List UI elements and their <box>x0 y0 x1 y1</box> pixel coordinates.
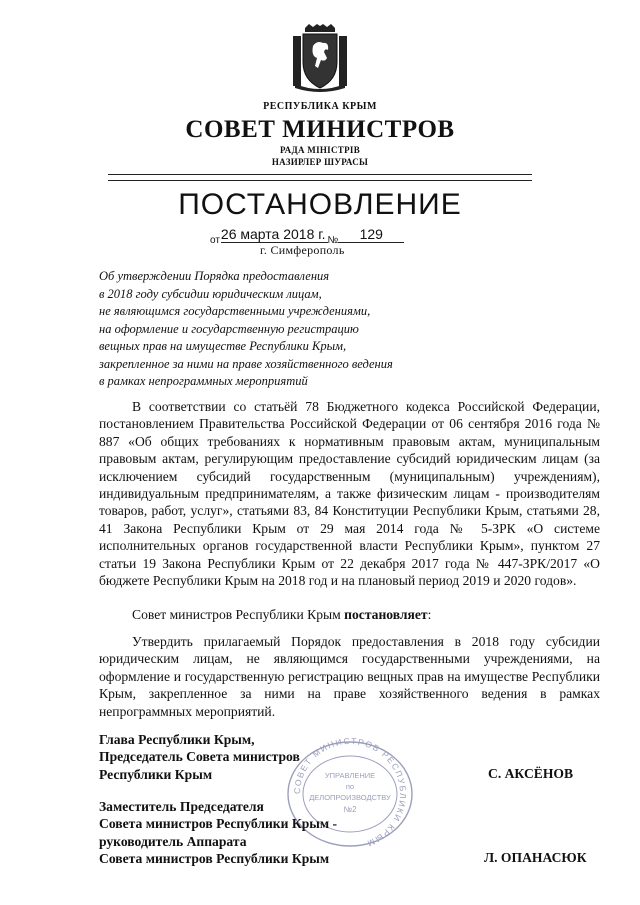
subject-line: на оформление и государственную регистрацию <box>99 321 359 336</box>
signature-title-line: Республики Крым <box>99 766 213 782</box>
signature-title-line: Совета министров Республики Крым <box>99 851 330 867</box>
council-name: СОВЕТ МИНИСТРОВ <box>185 116 455 143</box>
subject-line: не являющимся государственными учреждениями, <box>99 304 371 318</box>
crimea-coat-of-arms-icon <box>291 24 349 92</box>
subject-line: в 2018 году субсидии юридическим лицам, <box>99 286 322 301</box>
stamp-line-4: №2 <box>343 805 357 814</box>
date-prefix: от <box>210 235 220 246</box>
council-name-crimean-tatar: НАЗИРЛЕР ШУРАСЫ <box>271 157 369 167</box>
signature-title-head <box>99 731 300 783</box>
resolves-suffix: : <box>427 607 432 622</box>
document-type: ПОСТАНОВЛЕНИЕ <box>178 188 462 221</box>
council-name-ukrainian: РАДА МІНІСТРІВ <box>280 145 360 155</box>
number-label: № <box>327 235 339 246</box>
subject-line: в рамках непрограммных мероприятий <box>99 374 308 388</box>
stamp-line-1: УПРАВЛЕНИЕ <box>324 771 376 780</box>
signatory-name-deputy: Л. ОПАНАСЮК <box>484 850 587 865</box>
republic-name: РЕСПУБЛИКА КРЫМ <box>263 101 377 112</box>
resolves-keyword: постановляет <box>344 607 428 622</box>
signature-title-deputy <box>99 798 337 868</box>
document-city: г. Симферополь <box>260 243 345 257</box>
document-number: 129 <box>338 226 404 243</box>
resolves-prefix: Совет министров Республики Крым <box>132 607 345 622</box>
stamp-line-3: ДЕЛОПРОИЗВОДСТВУ <box>309 793 391 802</box>
signature-title-line: Совета министров Республики Крым - <box>99 816 338 832</box>
subject-line: Об утверждении Порядка предоставления <box>99 269 330 283</box>
subject-line: вещных прав на имуществе Республики Крым, <box>99 339 347 353</box>
signature-title-line: Председатель Совета министров <box>99 749 300 765</box>
header-divider-thin <box>108 180 532 181</box>
signature-title-line: Заместитель Председателя <box>99 799 264 814</box>
document-subject <box>99 268 519 391</box>
body-paragraph-approve: Утвердить прилагаемый Порядок предоставления в 2018 году субсидии юридическим лицам, не являющимся государственными учреждениями, на оформление и государственную регистрацию вещных прав на имуществе Республики Крым, закрепленное за ними на праве хозяйственного ведения в рамках непрограммных мероприятий. <box>99 634 600 719</box>
document-date: 26 марта 2018 г. <box>220 226 326 242</box>
body-paragraph-resolves <box>99 606 600 623</box>
body-paragraph-legal-basis: В соответствии со статьёй 78 Бюджетного кодекса Российской Федерации, постановлением Правительства Российской Федерации от 06 сентября 2016 года № 887 «Об общих требованиях к нормативным правовым актам, муниципальным правовым актам, регулирующим предоставление субсидий юридическим лицам (за исключением субсидий государственным (муниципальным) учреждениям), индивидуальным предпринимателям, а также физическим лицам - производителям товаров, работ, услуг», статьями 83, 84 Конституции Республики Крым, статьями 28, 41 Закона Республики Крым от 29 мая 2014 года № 5-ЗРК «О системе исполнительных органов государственной власти Республики Крым», пунктом 27 статьи 19 Закона Республики Крым от 22 декабря 2017 года № 447-ЗРК/2017 «О бюджете Республики Крым на 2018 год и на плановый период 2019 и 2020 годов». <box>99 399 600 589</box>
stamp-ring-text: СОВЕТ МИНИСТРОВ РЕСПУБЛИКИ КРЫМ <box>291 738 409 850</box>
stamp-line-2: по <box>345 782 355 791</box>
signatory-name-head: С. АКСЁНОВ <box>488 766 574 781</box>
subject-line: закрепленное за ними на праве хозяйственного ведения <box>99 356 393 371</box>
signature-title-line: Глава Республики Крым, <box>99 732 255 747</box>
signature-title-line: руководитель Аппарата <box>99 833 247 849</box>
header-divider <box>108 174 532 175</box>
